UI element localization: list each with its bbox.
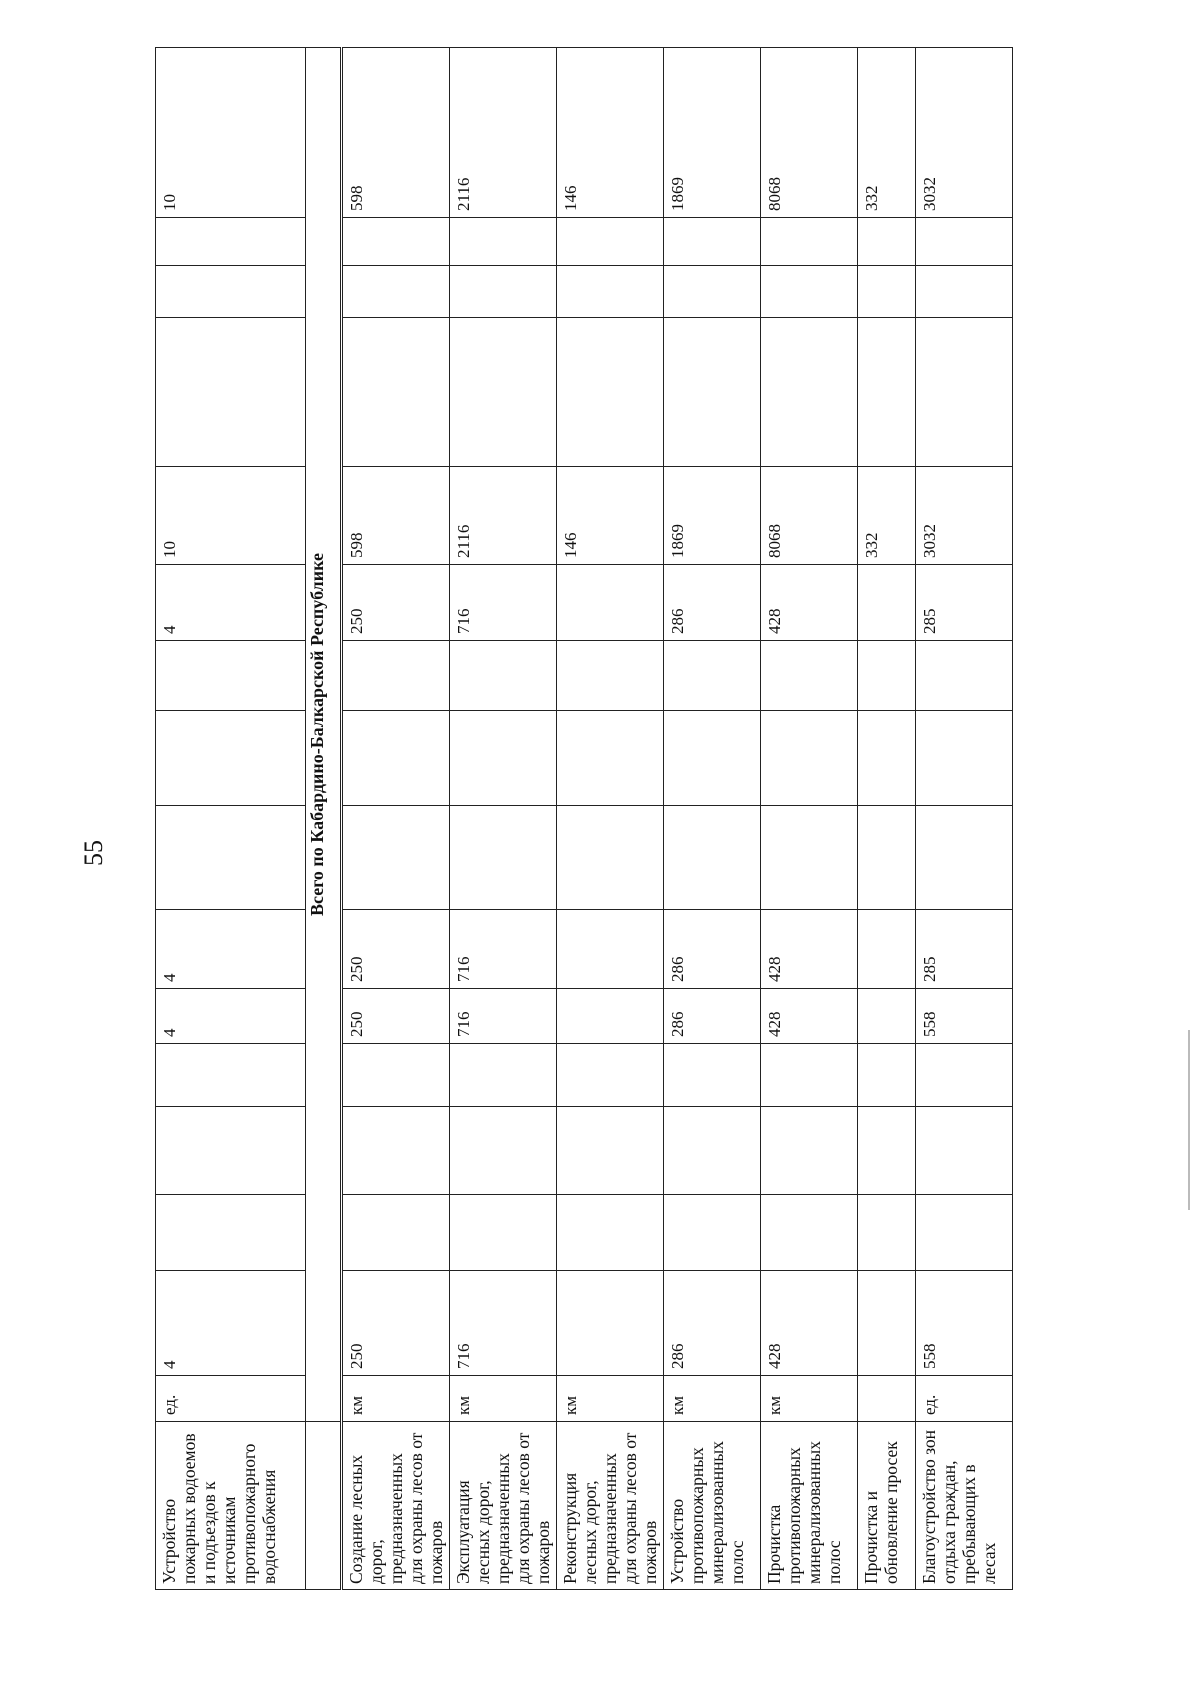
table-row	[858, 48, 916, 1590]
table-row	[664, 48, 761, 1590]
value-cell: 428	[761, 565, 858, 641]
value-cell	[557, 1107, 664, 1195]
value-cell	[342, 1195, 450, 1271]
value-cell	[156, 806, 306, 910]
table-row	[916, 48, 1013, 1590]
value-cell	[664, 1044, 761, 1107]
value-cell: 285	[916, 565, 1013, 641]
value-cell	[557, 989, 664, 1044]
value-cell	[858, 641, 916, 711]
value-cell	[156, 318, 306, 467]
value-cell: 428	[761, 989, 858, 1044]
measure-name-cell: Эксплуатация лесных дорог, предназначенных для охраны лесов от пожаров	[450, 1422, 557, 1590]
unit-cell: км	[450, 1376, 557, 1422]
value-cell: 716	[450, 565, 557, 641]
unit-cell: ед.	[156, 1376, 306, 1422]
value-cell: 285	[916, 910, 1013, 989]
value-cell	[557, 711, 664, 806]
value-cell: 250	[342, 565, 450, 641]
value-cell: 286	[664, 565, 761, 641]
value-cell	[916, 1107, 1013, 1195]
table-row	[156, 48, 306, 1590]
value-cell: 146	[557, 467, 664, 565]
value-cell: 4	[156, 1271, 306, 1376]
section-spacer-cell	[306, 1422, 342, 1590]
measure-name-cell: Создание лесных дорог, предназначенных для охраны лесов от пожаров	[342, 1422, 450, 1590]
value-cell: 428	[761, 1271, 858, 1376]
value-cell: 250	[342, 1271, 450, 1376]
value-cell	[450, 806, 557, 910]
value-cell	[342, 218, 450, 266]
value-cell	[858, 711, 916, 806]
value-cell	[156, 1195, 306, 1271]
value-cell	[156, 1044, 306, 1107]
value-cell	[156, 1107, 306, 1195]
value-cell	[664, 1195, 761, 1271]
value-cell: 3032	[916, 467, 1013, 565]
measure-name-cell: Прочистка противопожарных минерализованных полос	[761, 1422, 858, 1590]
value-cell	[557, 910, 664, 989]
value-cell	[664, 266, 761, 318]
value-cell: 8068	[761, 467, 858, 565]
value-cell	[156, 711, 306, 806]
value-cell: 716	[450, 910, 557, 989]
value-cell	[342, 711, 450, 806]
measure-name-cell: Устройство противопожарных минерализованных полос	[664, 1422, 761, 1590]
value-cell: 598	[342, 467, 450, 565]
value-cell	[450, 641, 557, 711]
page-number: 55	[79, 840, 108, 866]
value-cell: 10	[156, 467, 306, 565]
value-cell	[858, 1195, 916, 1271]
value-cell	[557, 1271, 664, 1376]
table-row	[342, 48, 450, 1590]
value-cell: 10	[156, 48, 306, 218]
value-cell	[916, 318, 1013, 467]
value-cell	[761, 266, 858, 318]
table-row	[450, 48, 557, 1590]
value-cell	[761, 318, 858, 467]
table-row	[761, 48, 858, 1590]
value-cell: 4	[156, 565, 306, 641]
unit-cell: ед.	[916, 1376, 1013, 1422]
value-cell	[761, 218, 858, 266]
value-cell: 332	[858, 467, 916, 565]
value-cell: 286	[664, 989, 761, 1044]
value-cell: 1869	[664, 467, 761, 565]
value-cell: 332	[858, 48, 916, 218]
value-cell	[858, 1107, 916, 1195]
unit-cell: км	[664, 1376, 761, 1422]
value-cell	[858, 266, 916, 318]
value-cell: 250	[342, 989, 450, 1044]
value-cell	[156, 641, 306, 711]
section-row	[306, 48, 342, 1590]
value-cell	[664, 641, 761, 711]
rotated-table-container	[155, 48, 999, 1590]
value-cell	[557, 218, 664, 266]
value-cell	[450, 218, 557, 266]
value-cell	[450, 1044, 557, 1107]
unit-cell: км	[342, 1376, 450, 1422]
value-cell: 8068	[761, 48, 858, 218]
value-cell	[858, 1271, 916, 1376]
value-cell: 3032	[916, 48, 1013, 218]
value-cell	[557, 806, 664, 910]
value-cell: 1869	[664, 48, 761, 218]
value-cell	[916, 641, 1013, 711]
value-cell	[557, 565, 664, 641]
value-cell	[450, 1195, 557, 1271]
value-cell: 428	[761, 910, 858, 989]
value-cell	[858, 989, 916, 1044]
value-cell: 2116	[450, 48, 557, 218]
value-cell	[858, 1044, 916, 1107]
measure-name-cell: Реконструкция лесных дорог, предназначенных для охраны лесов от пожаров	[557, 1422, 664, 1590]
unit-cell: км	[557, 1376, 664, 1422]
value-cell	[664, 806, 761, 910]
value-cell: 4	[156, 989, 306, 1044]
footer-rule	[1188, 1030, 1190, 1210]
fire-measures-table	[155, 47, 1013, 1590]
value-cell	[342, 806, 450, 910]
value-cell	[858, 565, 916, 641]
value-cell	[761, 806, 858, 910]
table-row	[557, 48, 664, 1590]
value-cell: 4	[156, 910, 306, 989]
value-cell: 250	[342, 910, 450, 989]
value-cell	[761, 641, 858, 711]
value-cell	[450, 1107, 557, 1195]
value-cell: 716	[450, 1271, 557, 1376]
value-cell	[342, 1044, 450, 1107]
value-cell	[664, 318, 761, 467]
value-cell	[557, 1195, 664, 1271]
value-cell	[761, 1107, 858, 1195]
value-cell	[916, 218, 1013, 266]
unit-cell	[858, 1376, 916, 1422]
value-cell: 558	[916, 989, 1013, 1044]
value-cell	[557, 318, 664, 467]
value-cell	[557, 266, 664, 318]
value-cell	[916, 806, 1013, 910]
value-cell	[664, 218, 761, 266]
measure-name-cell: Устройство пожарных водоемов и подъездов к источникам противопожарного водоснабжения	[156, 1422, 306, 1590]
value-cell	[761, 711, 858, 806]
unit-cell: км	[761, 1376, 858, 1422]
value-cell	[916, 1044, 1013, 1107]
measure-name-cell: Прочистка и обновление просек	[858, 1422, 916, 1590]
value-cell	[450, 266, 557, 318]
value-cell	[342, 266, 450, 318]
value-cell	[156, 266, 306, 318]
value-cell	[761, 1044, 858, 1107]
value-cell	[858, 806, 916, 910]
value-cell	[858, 218, 916, 266]
value-cell	[916, 711, 1013, 806]
value-cell	[557, 641, 664, 711]
value-cell: 2116	[450, 467, 557, 565]
value-cell	[450, 318, 557, 467]
value-cell	[858, 910, 916, 989]
value-cell	[761, 1195, 858, 1271]
section-title: Всего по Кабардино-Балкарской Республике	[306, 48, 342, 1422]
value-cell: 558	[916, 1271, 1013, 1376]
value-cell: 598	[342, 48, 450, 218]
value-cell: 716	[450, 989, 557, 1044]
measure-name-cell: Благоустройство зон отдыха граждан, пребывающих в лесах	[916, 1422, 1013, 1590]
value-cell	[858, 318, 916, 467]
value-cell	[557, 1044, 664, 1107]
value-cell: 286	[664, 1271, 761, 1376]
value-cell	[450, 711, 557, 806]
value-cell: 146	[557, 48, 664, 218]
value-cell	[342, 641, 450, 711]
value-cell	[916, 266, 1013, 318]
value-cell	[342, 318, 450, 467]
value-cell	[342, 1107, 450, 1195]
value-cell	[916, 1195, 1013, 1271]
value-cell	[664, 1107, 761, 1195]
value-cell	[156, 218, 306, 266]
value-cell: 286	[664, 910, 761, 989]
value-cell	[664, 711, 761, 806]
